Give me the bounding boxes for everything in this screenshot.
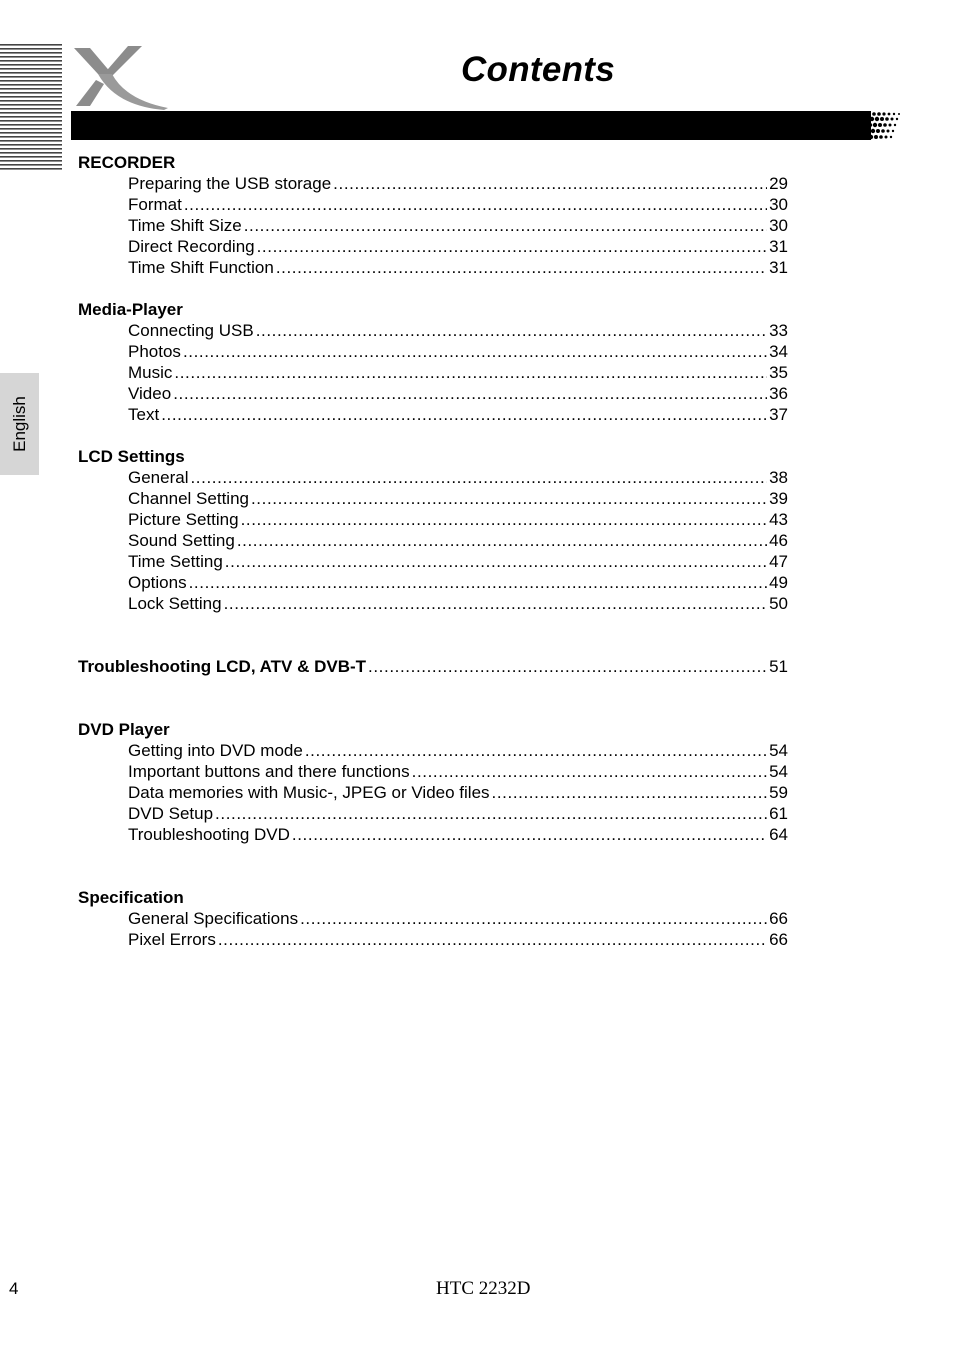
- entry-text: Format: [128, 195, 182, 214]
- entry-text: Time Setting: [128, 552, 223, 571]
- brand-x-logo: [68, 44, 172, 110]
- entry-page: 37: [769, 405, 788, 424]
- dot-pattern: [860, 110, 904, 142]
- dot-leader: [251, 488, 767, 509]
- dot-leader: [189, 572, 767, 593]
- entry-text: Direct Recording: [128, 237, 255, 256]
- entry-text: Picture Setting: [128, 510, 239, 529]
- entry-text: Video: [128, 384, 172, 403]
- dot-leader: [333, 173, 767, 194]
- entry-page: 66: [769, 909, 788, 928]
- dot-leader: [161, 404, 767, 425]
- toc-section-specification: [78, 887, 788, 950]
- entry-page: 36: [769, 384, 788, 403]
- section-title: RECORDER: [78, 153, 176, 172]
- entry-page: 46: [769, 531, 788, 550]
- dot-leader: [257, 236, 767, 257]
- entry-text: General: [128, 468, 189, 487]
- toc-entry[interactable]: [78, 929, 788, 950]
- toc-section-recorder: [78, 152, 788, 278]
- entry-page: 29: [769, 174, 788, 193]
- dot-leader: [224, 593, 768, 614]
- table-of-contents: [78, 152, 788, 950]
- dot-leader: [241, 509, 768, 530]
- dot-leader: [368, 656, 767, 677]
- entry-page: 31: [769, 237, 788, 256]
- toc-entry[interactable]: [78, 803, 788, 824]
- entry-text: Sound Setting: [128, 531, 235, 550]
- entry-text: Preparing the USB storage: [128, 174, 332, 193]
- entry-page: 59: [769, 783, 788, 802]
- entry-text: Time Shift Function: [128, 258, 274, 277]
- toc-entry[interactable]: [78, 320, 788, 341]
- footer-page-number: 4: [9, 1279, 19, 1298]
- toc-entry[interactable]: [78, 383, 788, 404]
- entry-text: Troubleshooting DVD: [128, 825, 290, 844]
- toc-entry[interactable]: [78, 194, 788, 215]
- dot-leader: [184, 194, 767, 215]
- decorative-stripes: [0, 44, 62, 172]
- section-title: DVD Player: [78, 720, 170, 739]
- entry-text: Pixel Errors: [128, 930, 216, 949]
- entry-text: Data memories with Music-, JPEG or Video files: [128, 783, 490, 802]
- dot-leader: [218, 929, 767, 950]
- entry-page: 34: [769, 342, 788, 361]
- entry-text: Options: [128, 573, 187, 592]
- toc-entry[interactable]: [78, 593, 788, 614]
- toc-entry[interactable]: [78, 530, 788, 551]
- entry-text: Important buttons and there functions: [128, 762, 410, 781]
- entry-page: 31: [769, 258, 788, 277]
- toc-entry[interactable]: [78, 740, 788, 761]
- entry-text: Troubleshooting LCD, ATV & DVB-T: [78, 657, 367, 676]
- entry-page: 30: [769, 216, 788, 235]
- toc-section-troubleshooting-lcd: [78, 656, 788, 677]
- dot-leader: [305, 740, 767, 761]
- entry-page: 38: [769, 468, 788, 487]
- entry-page: 61: [769, 804, 788, 823]
- entry-page: 66: [769, 930, 788, 949]
- dot-leader: [190, 467, 767, 488]
- entry-page: 54: [769, 741, 788, 760]
- dot-leader: [256, 320, 767, 341]
- toc-entry[interactable]: [78, 257, 788, 278]
- toc-entry[interactable]: [78, 236, 788, 257]
- toc-entry[interactable]: [78, 467, 788, 488]
- entry-text: Time Shift Size: [128, 216, 242, 235]
- dot-leader: [183, 341, 767, 362]
- dot-leader: [215, 803, 767, 824]
- toc-entry[interactable]: [78, 404, 788, 425]
- entry-page: 50: [769, 594, 788, 613]
- entry-page: 30: [769, 195, 788, 214]
- page-title: Contents: [460, 50, 616, 89]
- entry-page: 64: [769, 825, 788, 844]
- section-title: LCD Settings: [78, 447, 185, 466]
- entry-text: Getting into DVD mode: [128, 741, 303, 760]
- dot-leader: [237, 530, 767, 551]
- toc-entry[interactable]: [78, 173, 788, 194]
- dot-leader: [412, 761, 767, 782]
- toc-entry[interactable]: [78, 824, 788, 845]
- entry-page: 49: [769, 573, 788, 592]
- entry-text: Channel Setting: [128, 489, 249, 508]
- header-bar: [71, 111, 871, 140]
- entry-text: Text: [128, 405, 160, 424]
- entry-page: 43: [769, 510, 788, 529]
- toc-entry[interactable]: [78, 509, 788, 530]
- entry-page: 39: [769, 489, 788, 508]
- dot-leader: [173, 383, 767, 404]
- toc-entry[interactable]: [78, 215, 788, 236]
- toc-entry[interactable]: [78, 551, 788, 572]
- entry-text: DVD Setup: [128, 804, 214, 823]
- entry-page: 54: [769, 762, 788, 781]
- entry-text: Lock Setting: [128, 594, 222, 613]
- entry-text: Photos: [128, 342, 181, 361]
- dot-leader: [300, 908, 767, 929]
- dot-leader: [292, 824, 767, 845]
- entry-page: 51: [769, 657, 788, 676]
- entry-text: Music: [128, 363, 173, 382]
- dot-leader: [174, 362, 767, 383]
- entry-page: 35: [769, 363, 788, 382]
- toc-entry[interactable]: [78, 908, 788, 929]
- toc-section-media-player: [78, 299, 788, 425]
- dot-leader: [244, 215, 767, 236]
- section-title: Media-Player: [78, 300, 183, 319]
- toc-entry[interactable]: [78, 362, 788, 383]
- dot-leader: [276, 257, 767, 278]
- dot-leader: [492, 782, 768, 803]
- toc-entry[interactable]: [78, 341, 788, 362]
- toc-entry[interactable]: [78, 488, 788, 509]
- toc-section-dvd-player: [78, 719, 788, 845]
- footer-model-name: HTC 2232D: [436, 1278, 531, 1299]
- toc-entry[interactable]: [78, 761, 788, 782]
- toc-section-lcd-settings: [78, 446, 788, 614]
- toc-entry[interactable]: [78, 572, 788, 593]
- language-label: English: [10, 396, 29, 452]
- entry-text: General Specifications: [128, 909, 299, 928]
- toc-entry[interactable]: [78, 782, 788, 803]
- entry-text: Connecting USB: [128, 321, 254, 340]
- section-title: Specification: [78, 888, 184, 907]
- dot-leader: [225, 551, 767, 572]
- toc-entry[interactable]: [78, 656, 788, 677]
- entry-page: 33: [769, 321, 788, 340]
- entry-page: 47: [769, 552, 788, 571]
